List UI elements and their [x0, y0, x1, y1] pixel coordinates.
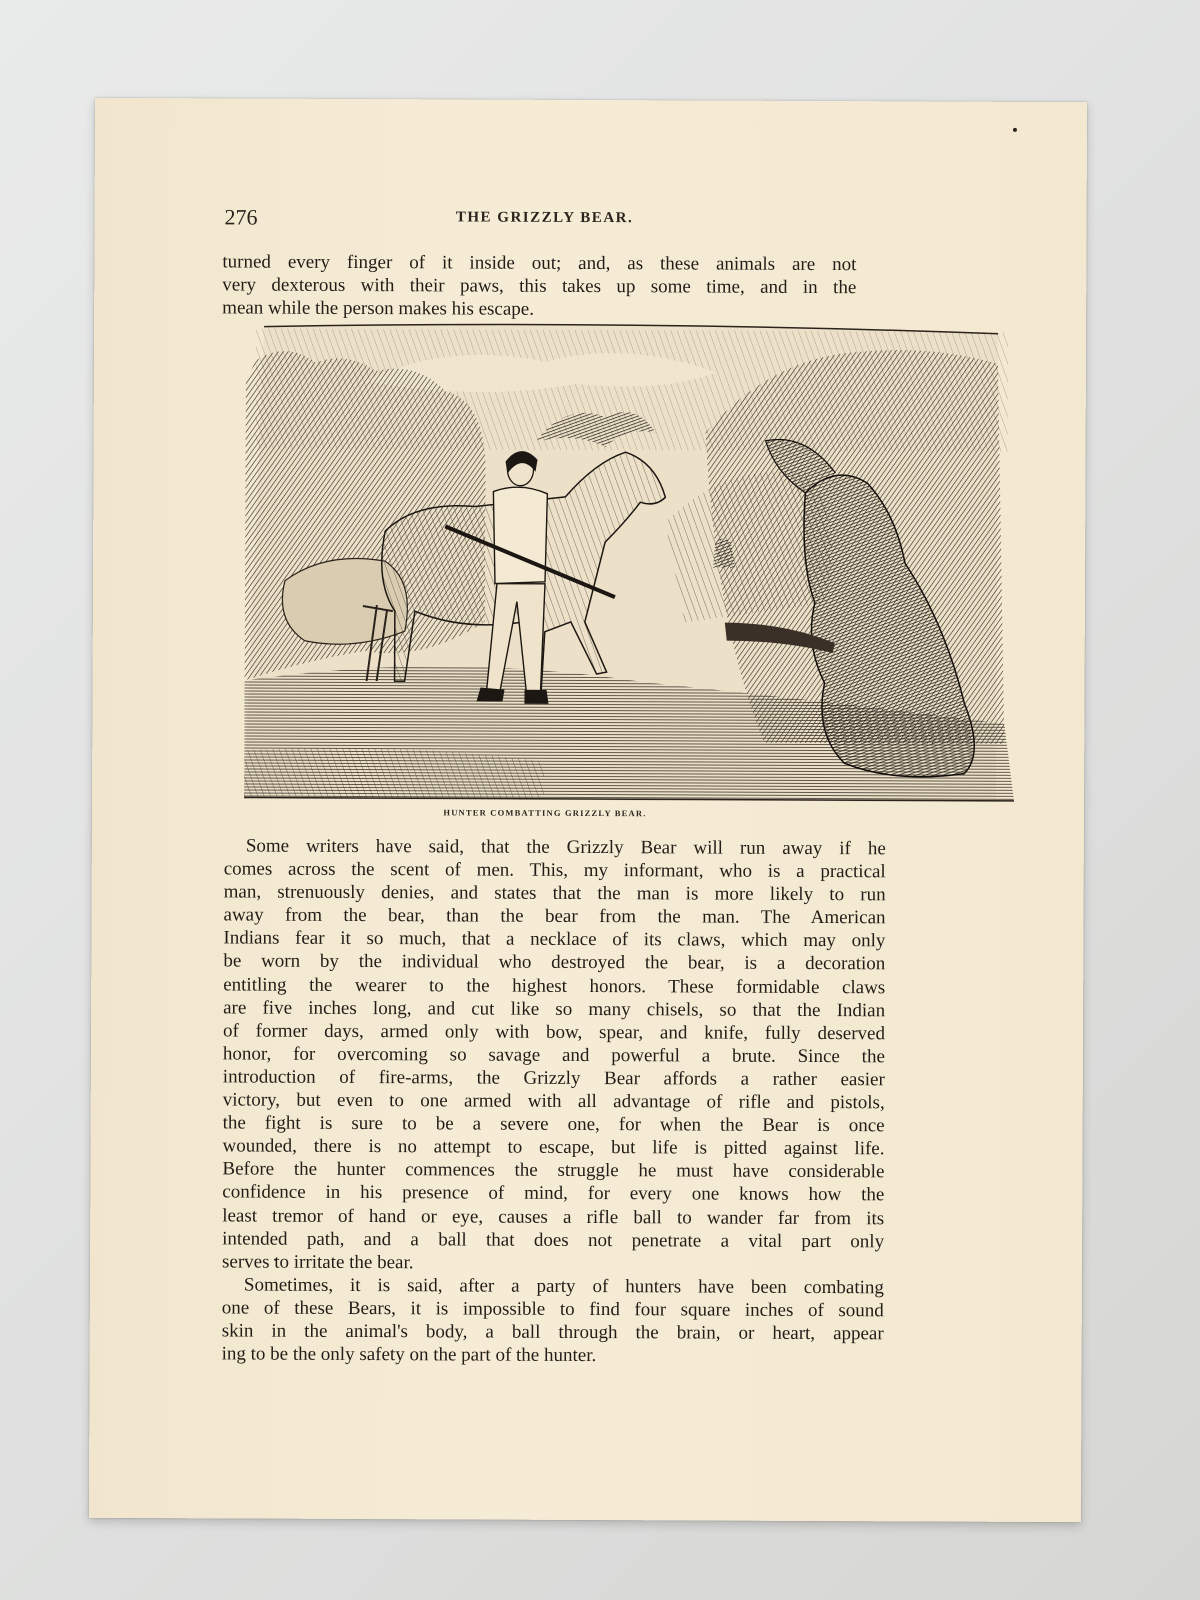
page-number: 276	[224, 204, 258, 230]
text-line: intended path, and a ball that does not penetrate a vital part only	[222, 1228, 885, 1252]
text-line: ing to be the only safety on the part of the hunter.	[221, 1343, 597, 1367]
text-line: of former days, armed only with bow, spear, and knife, fully deserved	[222, 1020, 886, 1045]
text-line: entitling the wearer to the highest honors. These formidable claws	[223, 973, 886, 998]
running-title: THE GRIZZLY BEAR.	[455, 209, 634, 227]
book-page	[89, 98, 1087, 1522]
text-line: the fight is sure to be a severe one, for when the Bear is once	[222, 1112, 885, 1137]
ink-speck	[1013, 128, 1017, 132]
text-line: least tremor of hand or eye, causes a rifle ball to wander far from its	[222, 1204, 885, 1229]
opening-paragraph	[222, 250, 856, 322]
illustration-caption: HUNTER COMBATTING GRIZZLY BEAR.	[443, 807, 647, 819]
engraving-illustration	[244, 321, 1016, 802]
text-line: one of these Bears, it is impossible to find four square inches of sound	[221, 1297, 884, 1322]
text-line: Indians fear it so much, that a necklace of its claws, which may only	[223, 927, 886, 952]
page-header	[224, 204, 865, 230]
text-line: serves to irritate the bear.	[221, 1251, 414, 1273]
text-line: comes across the scent of men. This, my informant, who is a practical	[223, 858, 886, 883]
text-line: Some writers have said, that the Grizzly Bear will run away if he	[245, 835, 886, 860]
text-line: are five inches long, and cut like so many chisels, so that the Indian	[223, 997, 886, 1021]
text-line: skin in the animal's body, a ball through the brain, or heart, appear	[221, 1320, 884, 1345]
text-line: confidence in his presence of mind, for every one knows how the	[222, 1181, 885, 1206]
text-line: Before the hunter commences the struggle he must have considerable	[222, 1158, 885, 1183]
text-line: turned every finger of it inside out; and, as these animals are not	[222, 251, 857, 276]
text-line: wounded, there is no attempt to escape, but life is pitted against life.	[222, 1135, 885, 1160]
text-line: very dexterous with their paws, this takes up some time, and in the	[222, 274, 857, 299]
body-text	[222, 834, 886, 1368]
hunter-shirt	[493, 487, 547, 584]
text-line: man, strenuously denies, and states that the man is more likely to run	[223, 881, 886, 906]
text-line: away from the bear, than the bear from the man. The American	[223, 904, 886, 929]
text-line: be worn by the individual who destroyed the bear, is a decoration	[223, 950, 886, 975]
text-line: honor, for overcoming so savage and powerful a brute. Since the	[222, 1043, 885, 1068]
text-line: introduction of fire-arms, the Grizzly Bear affords a rather easier	[222, 1066, 885, 1091]
text-line: victory, but even to one armed with all advantage of rifle and pistols,	[222, 1089, 885, 1114]
text-line: mean while the person makes his escape.	[222, 297, 535, 320]
text-line: Sometimes, it is said, after a party of hunters have been combating	[243, 1274, 884, 1299]
